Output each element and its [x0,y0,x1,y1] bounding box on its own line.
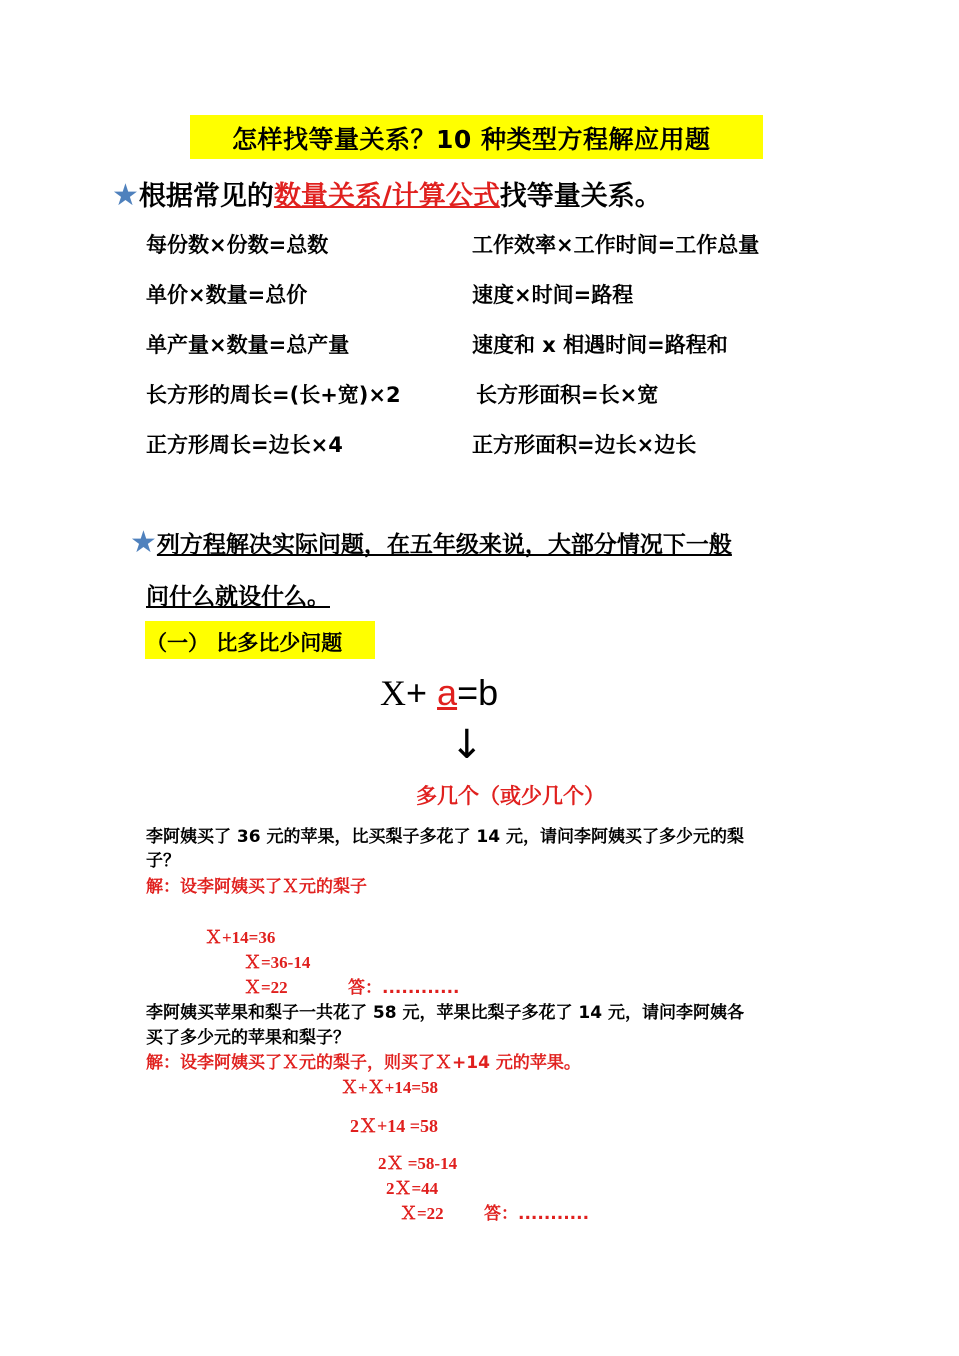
section2-line2: 问什么就设什么。 [146,584,330,610]
formula-right-1: 工作效率×工作时间=工作总量 [472,233,760,257]
page-title: 怎样找等量关系？10 种类型方程解应用题 [232,125,711,154]
problem2-solution: 解：设李阿姨买了Ｘ元的梨子，则买了Ｘ+14 元的苹果。 [146,1053,581,1073]
problem2-step-2: 2Ｘ+14 =58 [350,1116,439,1136]
problem1-step-2: Ｘ=36-14 [244,953,311,972]
formula-left-5: 正方形周长=边长×4 [146,433,343,457]
formula-right-4: 长方形面积=长×宽 [476,383,659,407]
formula-right-2: 速度×时间=路程 [472,283,634,307]
problem2-step-3: 2Ｘ =58-14 [378,1154,458,1173]
problem2-step-4: 2Ｘ=44 [386,1179,439,1198]
section2-line1: ★列方程解决实际问题，在五年级来说，大部分情况下一般 [130,525,732,560]
formula-left-4: 长方形的周长=(长+宽)×2 [146,383,401,407]
problem2-answer: 答：........... [484,1204,590,1224]
problem2-step-1: Ｘ+Ｘ+14=58 [341,1078,439,1097]
star-icon: ★ [112,178,139,213]
highlight-text: 数量关系/计算公式 [273,181,500,212]
formula-left-2: 单价×数量=总价 [146,283,308,307]
problem1-step-3: Ｘ=22 [244,978,288,997]
problem1-solution: 解：设李阿姨买了Ｘ元的梨子 [146,877,367,897]
part1-heading: （一） 比多比少问题 [146,631,343,655]
problem1-text: 李阿姨买了 36 元的苹果，比买梨子多花了 14 元，请问李阿姨买了多少元的梨 [146,827,744,847]
problem2-text: 李阿姨买苹果和梨子一共花了 58 元，苹果比梨子多花了 14 元，请问李阿姨各 [146,1003,744,1023]
formula-left-1: 每份数×份数=总数 [146,233,329,257]
problem2-step-5: Ｘ=22 [400,1204,444,1223]
problem1-text-cont: 子？ [146,851,180,871]
problem2-text-cont: 买了多少元的苹果和梨子？ [146,1028,350,1048]
problem1-step-1: Ｘ+14=36 [205,928,276,947]
formula-left-3: 单产量×数量=总产量 [146,333,350,357]
section1-heading: ★根据常见的数量关系/计算公式找等量关系。 [112,178,662,213]
formula-right-5: 正方形面积=边长×边长 [472,433,697,457]
down-arrow-icon: ↓ [450,722,484,768]
problem1-answer: 答：............ [348,978,460,998]
formula-right-3: 速度和 x 相遇时间=路程和 [472,333,728,357]
general-formula: X+ a=b [380,672,499,713]
star-icon: ★ [130,525,157,560]
formula-note: 多几个（或少几个） [416,784,605,808]
